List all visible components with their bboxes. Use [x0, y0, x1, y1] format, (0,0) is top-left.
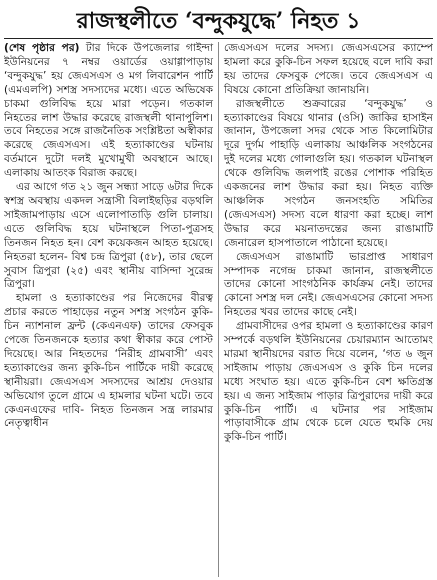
column-left — [4, 42, 216, 577]
article-body — [4, 42, 433, 577]
paragraph-text: টার দিকে উপজেলার গাইন্দা ইউনিয়নের ৭ নম্বর ওয়ার্ডের ওয়াগ্গাপাড়ায় ‘বন্দুকযুদ্ধ’ হয় জেএসএস ও মগ লিবারেশন পার্টি (এমএলপি) সশস্ত্র সদস্যদের মধ্যে। এতে অভিষেক চাকমা গুলিবিদ্ধ হয়ে মারা পড়েন। গতকাল নিহতের লাশ উদ্ধার করেছে রাজস্থলী থানাপুলিশ। তবে নিহতের সঙ্গে রাজনৈতিক সংশ্লিষ্টতা অস্বীকার করেছে জেএসএস। এই হত্যাকাণ্ডের ঘটনায় বর্তমানে দুটো দলই মুখোমুখী অবস্থানে আছে। এলাকায় আতংক বিরাজ করছে। — [4, 42, 214, 180]
column-right — [221, 42, 433, 577]
paragraph: গ্রামবাসীদের ওপর হামলা ও হত্যাকাণ্ডের কারণ সম্পর্কে বড়থলি ইউনিয়নের চেয়ারম্যান আতোমং মারমা স্থানীয়দের বরাত দিয়ে বলেন, ‘গত ৬ জুন সাইজাম পাড়ায় জেএসএস ও কুকি চিন দলের মধ্যে সংঘাত হয়। এতে কুকি-চিন বেশ ক্ষতিগ্রস্ত হয়। এ জন্য সাইজাম পাড়ার ত্রিপুরাদের দায়ী করে কুকি-চিন পার্টি। এ ঘটনার পর সাইজাম পাড়াবাসীকে গ্রাম থেকে চলে যেতে হুমকি দেয় কুকি-চিন পার্টি। — [223, 320, 433, 444]
headline-rule — [4, 38, 433, 39]
paragraph: রাজস্থলীতে শুক্রবারের ‘বন্দুকযুদ্ধ’ ও হত্যাকাণ্ডের বিষয়ে থানার (ওসি) জাকির হাসাইন জানান, উপজেলা সদর থেকে সাত কিলোমিটার দূরে দুর্গম পাহাড়ি এলাকায় আঞ্চলিক সংগঠনের দুই দলের মধ্যে গোলাগুলি হয়। গতকাল ঘটনাস্থল থেকে গুলিবিদ্ধ জলপাই রঙের পোশাক পরিহিত একজনের লাশ উদ্ধার করা হয়। নিহত ব্যক্তি আঞ্চলিক সংগঠন জনসংহতি সমিতির (জেএসএস) সদস্য বলে ধারণা করা হচ্ছে। লাশ উদ্ধার করে ময়নাতদন্তের জন্য রাঙামাটি জেনারেল হাসপাতালে পাঠানো হয়েছে। — [223, 97, 433, 249]
paragraph — [4, 42, 213, 181]
column-divider — [218, 42, 219, 577]
headline: রাজস্থলীতে ‘বন্দুকযুদ্ধে’ নিহত ১ — [76, 8, 361, 34]
paragraph: জেএসএস দলের সদস্য। জেএসএসের ক্যাম্পে হামলা করে কুকি-চিন সফল হয়েছে বলে দাবি করা হয় তাদের ফেসবুক পেজে। তবে জেএসএস এ বিষয়ে কোনো প্রতিক্রিয়া জানায়নি। — [223, 42, 433, 96]
paragraph: হামলা ও হত্যাকাণ্ডের পর নিজেদের বীরত্ব প্রচার করতে পাহাড়ের নতুন সশস্ত্র সংগঠন কুকি-চিন ন্যাশনাল ফ্রন্ট (কেএনএফ) তাদের ফেসবুক পেজে তিনজনকে হত্যার কথা স্বীকার করে পোস্ট দিয়েছে। আর নিহতদের ‘নিরীহ গ্রামবাসী’ এবং হত্যাকাণ্ডের জন্য কুকি-চিন পার্টিকে দায়ী করেছে স্থানীয়রা। জেএসএস সদস্যদের আশ্রয় দেওয়ার অভিযোগ তুলে গ্রামে এ হামলার ঘটনা ঘটে। তবে কেএনএফের দাবি- নিহত তিনজন সন্ত্র লারমার নেতৃত্বাধীন — [4, 292, 214, 430]
continuation-lead: (শেষ পৃষ্ঠার পর) — [4, 42, 80, 54]
paragraph: এর আগে গত ২১ জুন সন্ধ্যা সাড়ে ৬টার দিকে স্বশস্ত্র অবস্থায় একদল সন্ত্রাসী বিলাইছড়ির বড়থলি সাইজামপাড়ায় এসে এলোপাতাড়ি গুলি চালায়। এতে গুলিবিদ্ধ হয়ে ঘটনাস্থলে পিতা-পুত্রসহ তিনজন নিহত হন। বেশ কয়েকজন আহত হয়েছে। নিহতরা হলেন- বিশ্ব চন্দ্র ত্রিপুরা (৫৮), তার ছেলে সুবাস ত্রিপুরা (২৫) এবং স্থানীয় বাসিন্দা সুরেন্দ্র ত্রিপুরা। — [4, 181, 214, 291]
paragraph: জেএসএস রাঙামাটি ভারপ্রাপ্ত সাধারণ সম্পাদক নগেন্দ্র চাকমা জানান, রাজস্থলীতে তাদের কোনো সাংগঠনিক কার্যক্রম নেই। তাদের কোনো সশস্ত্র দল নেই। জেএসএসের কোনো সদস্য নিহতের খবর তাদের কাছে নেই। — [223, 250, 433, 319]
